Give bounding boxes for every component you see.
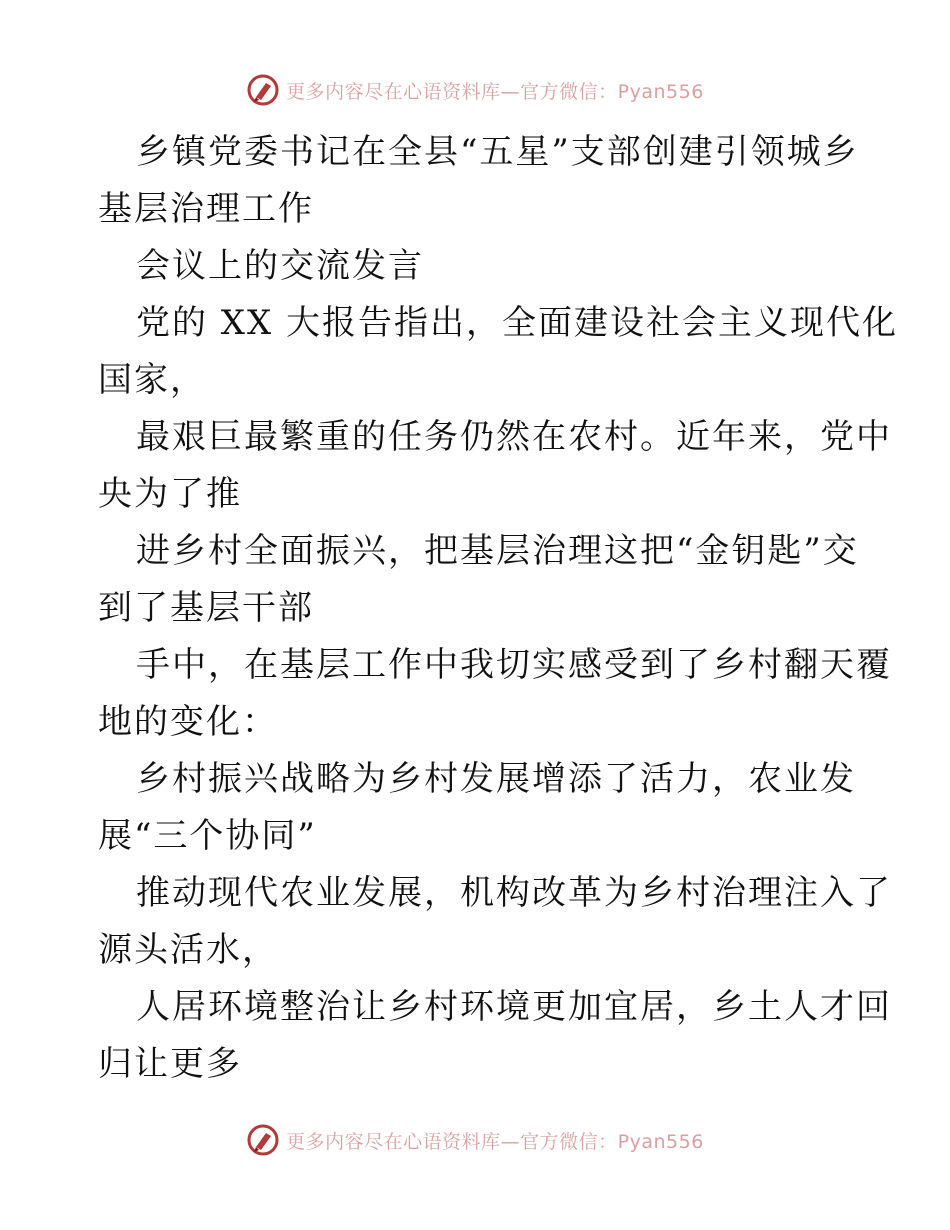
- watermark-text: 更多内容尽在心语资料库—官方微信：Pyan556: [286, 1130, 704, 1153]
- paragraph-line: 进乡村全面振兴，把基层治理这把“金钥匙”交: [136, 531, 859, 571]
- title-line-2: 基层治理工作: [98, 189, 314, 229]
- watermark-banner-top: [0, 70, 950, 110]
- paragraph-line: 人居环境整治让乡村环境更加宜居，乡土人才回: [136, 987, 892, 1027]
- paragraph-line: 地的变化：: [98, 702, 278, 742]
- paragraph-line: 手中，在基层工作中我切实感受到了乡村翻天覆: [136, 645, 892, 685]
- document-body: [98, 124, 899, 1093]
- paragraph-line: 央为了推: [98, 474, 242, 514]
- paragraph-line: 源头活水，: [98, 930, 278, 970]
- paragraph-line: 党的 XX 大报告指出，全面建设社会主义现代化: [136, 303, 899, 343]
- paragraph-line: 国家，: [98, 360, 206, 400]
- paragraph-line: 到了基层干部: [98, 588, 314, 628]
- paragraph-line: 展“三个协同”: [98, 816, 317, 856]
- watermark-banner-bottom: [0, 1120, 950, 1160]
- title-line-1: 乡镇党委书记在全县“五星”支部创建引领城乡: [136, 132, 859, 172]
- paragraph-line: 乡村振兴战略为乡村发展增添了活力，农业发: [136, 759, 856, 799]
- subtitle-line: 会议上的交流发言: [136, 246, 424, 286]
- paragraph-line: 最艰巨最繁重的任务仍然在农村。近年来，党中: [136, 417, 892, 457]
- paragraph-line: 归让更多: [98, 1044, 242, 1084]
- watermark-text: 更多内容尽在心语资料库—官方微信：Pyan556: [286, 80, 704, 103]
- paragraph-line: 推动现代农业发展，机构改革为乡村治理注入了: [136, 873, 892, 913]
- pen-nib-logo-icon: [246, 1123, 280, 1157]
- pen-nib-logo-icon: [246, 73, 280, 107]
